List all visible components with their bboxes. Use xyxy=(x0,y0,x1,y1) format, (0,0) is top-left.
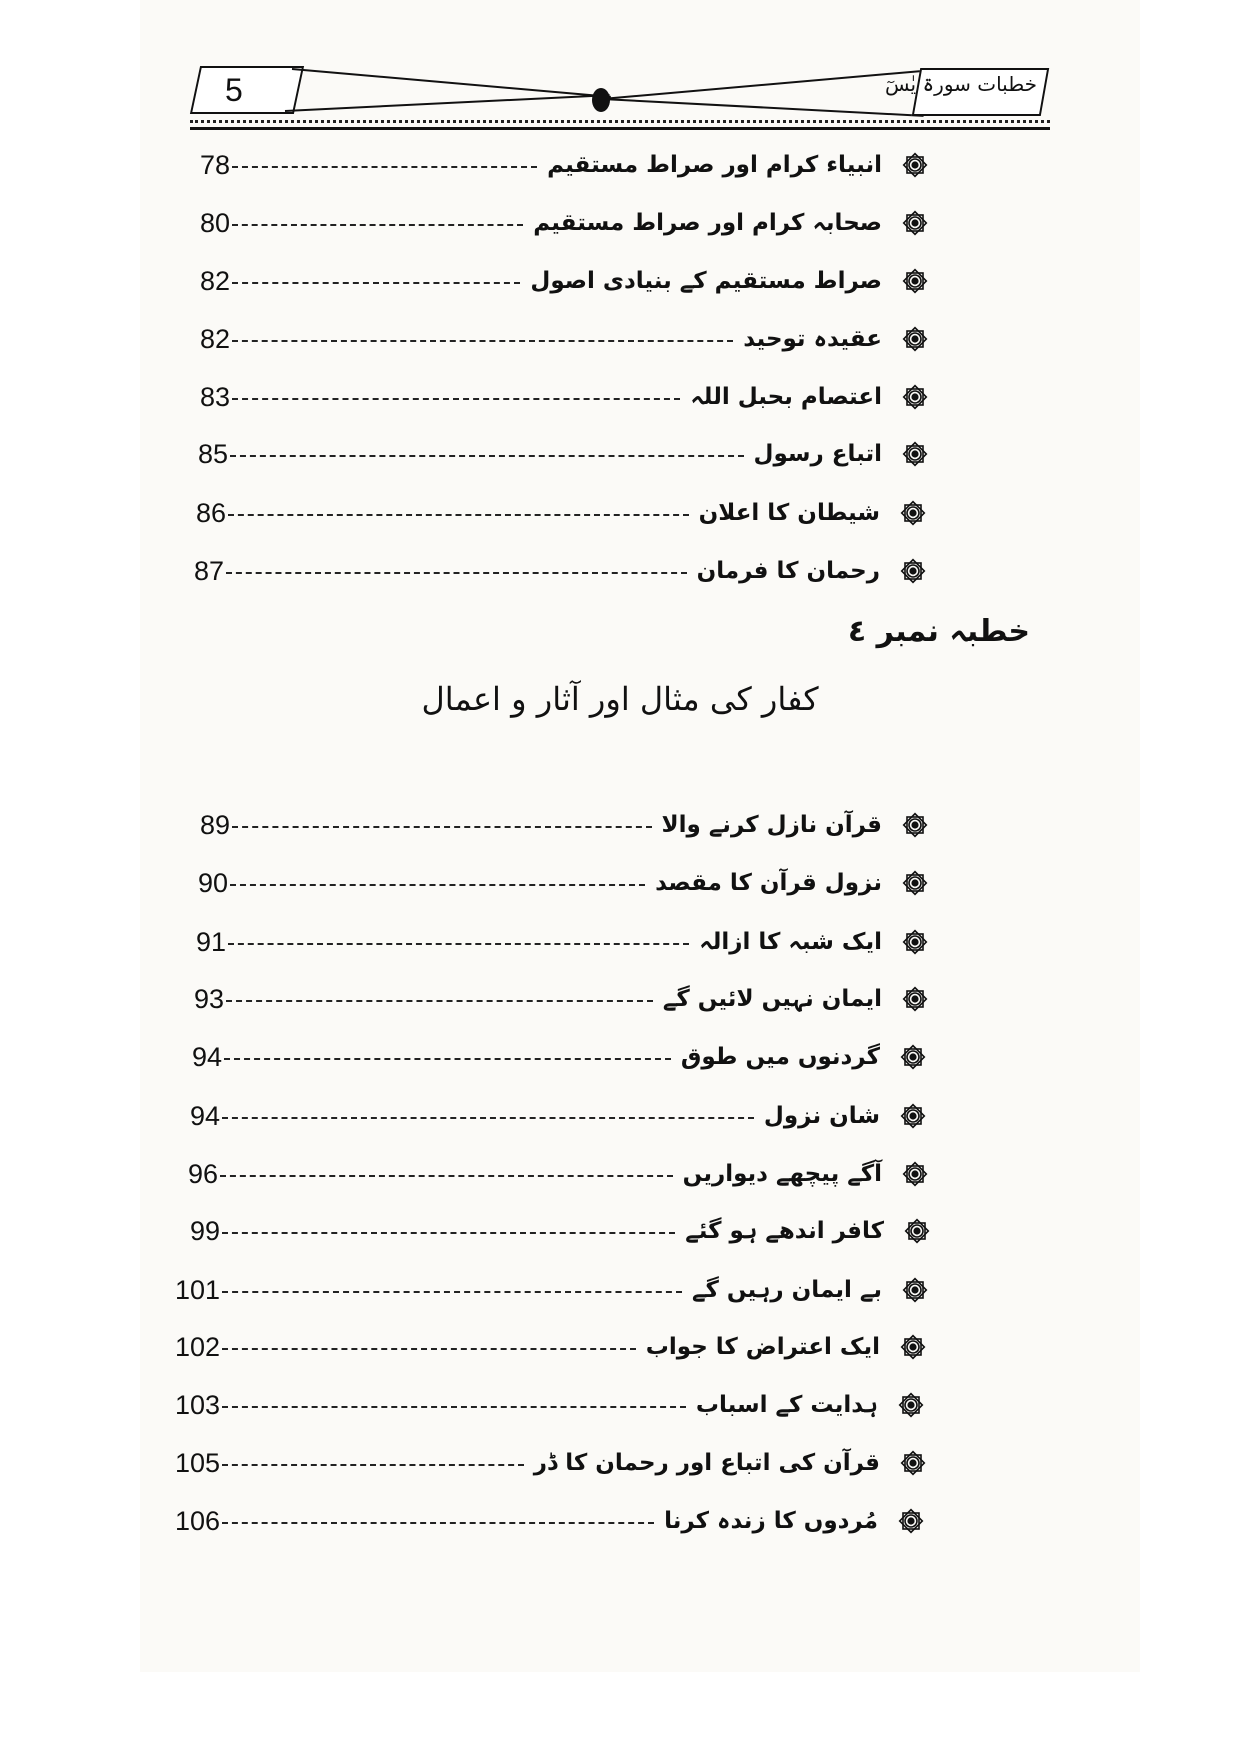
book-title: خطبات سورۃ یٰسٓ xyxy=(885,72,1037,96)
dot-leader xyxy=(228,943,689,945)
toc-entry[interactable] xyxy=(160,1438,928,1488)
toc-entry[interactable] xyxy=(160,1091,928,1141)
toc-entry[interactable] xyxy=(170,314,930,364)
toc-page-number: 103 xyxy=(174,1389,220,1420)
toc-title: صحابہ کرام اور صراط مستقیم xyxy=(533,210,882,236)
star-rosette-bullet-icon xyxy=(900,1159,930,1189)
star-rosette-bullet-icon xyxy=(900,984,930,1014)
toc-entry[interactable] xyxy=(160,1322,928,1372)
khutba-heading: خطبہ نمبر ٤ xyxy=(847,614,1030,649)
toc-title: رحمان کا فرمان xyxy=(696,558,880,584)
dot-leader xyxy=(232,282,520,284)
star-rosette-bullet-icon xyxy=(898,1101,928,1131)
toc-page-number: 85 xyxy=(197,438,228,469)
header-dotted-rule xyxy=(190,120,1050,123)
toc-title: نزول قرآن کا مقصد xyxy=(655,870,882,896)
toc-title: شان نزول xyxy=(763,1103,880,1129)
dot-leader xyxy=(230,884,645,886)
page-number-frame xyxy=(190,66,304,114)
star-rosette-bullet-icon xyxy=(898,498,928,528)
toc-title: عقیدہ توحید xyxy=(743,326,882,352)
toc-title: آگے پیچھے دیواریں xyxy=(682,1161,882,1187)
dot-leader xyxy=(222,1522,654,1524)
toc-title: قرآن کی اتباع اور رحمان کا ڈر xyxy=(533,1450,880,1476)
toc-page-number: 78 xyxy=(199,149,230,180)
dot-leader xyxy=(222,1291,682,1293)
toc-title: قرآن نازل کرنے والا xyxy=(661,812,882,838)
header-center-dot-icon xyxy=(592,88,610,112)
dot-leader xyxy=(230,455,744,457)
star-rosette-bullet-icon xyxy=(902,1216,932,1246)
toc-page-number: 101 xyxy=(174,1274,220,1305)
toc-entry[interactable] xyxy=(160,1265,930,1315)
dot-leader xyxy=(232,826,652,828)
toc-page-number: 82 xyxy=(199,323,230,354)
page-header xyxy=(190,58,1045,138)
toc-title: گردنوں میں طوق xyxy=(680,1044,880,1070)
star-rosette-bullet-icon xyxy=(900,324,930,354)
star-rosette-bullet-icon xyxy=(900,439,930,469)
toc-entry[interactable] xyxy=(158,1149,930,1199)
toc-page-number: 105 xyxy=(174,1447,220,1478)
toc-title: بے ایمان رہیں گے xyxy=(692,1277,882,1303)
dot-leader xyxy=(220,1175,673,1177)
dot-leader xyxy=(222,1406,686,1408)
dot-leader xyxy=(232,340,733,342)
toc-page-number: 106 xyxy=(174,1505,220,1536)
toc-page-number: 99 xyxy=(189,1215,220,1246)
toc-entry[interactable] xyxy=(164,546,928,596)
toc-page-number: 96 xyxy=(187,1158,218,1189)
toc-title: صراط مستقیم کے بنیادی اصول xyxy=(530,268,882,294)
star-rosette-bullet-icon xyxy=(900,1275,930,1305)
header-line xyxy=(285,94,610,112)
star-rosette-bullet-icon xyxy=(900,382,930,412)
toc-entry[interactable] xyxy=(168,858,930,908)
dot-leader xyxy=(222,1117,754,1119)
toc-entry[interactable] xyxy=(164,974,930,1024)
toc-page-number: 90 xyxy=(197,867,228,898)
header-line xyxy=(602,70,921,100)
toc-page-number: 87 xyxy=(193,555,224,586)
dot-leader xyxy=(226,572,687,574)
header-line xyxy=(602,98,924,117)
toc-page-number: 80 xyxy=(199,207,230,238)
dot-leader xyxy=(222,1232,675,1234)
toc-title: ہدایت کے اسباب xyxy=(695,1392,878,1418)
star-rosette-bullet-icon xyxy=(900,868,930,898)
toc-entry[interactable] xyxy=(162,1032,928,1082)
star-rosette-bullet-icon xyxy=(900,150,930,180)
page-number: 5 xyxy=(225,72,243,108)
star-rosette-bullet-icon xyxy=(896,1506,926,1536)
toc-title: مُردوں کا زندہ کرنا xyxy=(664,1508,878,1534)
star-rosette-bullet-icon xyxy=(898,1042,928,1072)
toc-title: ایک شبہ کا ازالہ xyxy=(699,929,882,955)
star-rosette-bullet-icon xyxy=(898,1448,928,1478)
dot-leader xyxy=(222,1348,636,1350)
toc-page-number: 91 xyxy=(195,926,226,957)
dot-leader xyxy=(224,1058,671,1060)
toc-entry[interactable] xyxy=(170,198,930,248)
star-rosette-bullet-icon xyxy=(900,266,930,296)
toc-entry[interactable] xyxy=(166,488,928,538)
dot-leader xyxy=(228,514,689,516)
dot-leader xyxy=(232,224,523,226)
dot-leader xyxy=(226,1000,653,1002)
star-rosette-bullet-icon xyxy=(900,927,930,957)
dot-leader xyxy=(222,1464,524,1466)
header-line xyxy=(292,68,611,98)
toc-entry[interactable] xyxy=(166,917,930,967)
header-solid-rule xyxy=(190,127,1050,130)
toc-entry[interactable] xyxy=(168,429,930,479)
toc-title: ایمان نہیں لائیں گے xyxy=(662,986,882,1012)
toc-entry[interactable] xyxy=(160,1206,932,1256)
toc-page-number: 93 xyxy=(193,983,224,1014)
toc-entry[interactable] xyxy=(170,256,930,306)
toc-entry[interactable] xyxy=(160,1496,926,1546)
star-rosette-bullet-icon xyxy=(898,556,928,586)
toc-page-number: 89 xyxy=(199,809,230,840)
toc-title: کافر اندھے ہو گئے xyxy=(685,1218,884,1244)
star-rosette-bullet-icon xyxy=(900,208,930,238)
khutba-subtitle: کفار کی مثال اور آثار و اعمال xyxy=(421,680,819,718)
toc-title: اعتصام بحبل اللہ xyxy=(690,384,882,410)
toc-title: انبیاء کرام اور صراط مستقیم xyxy=(547,152,882,178)
toc-page-number: 102 xyxy=(174,1331,220,1362)
toc-title: ایک اعتراض کا جواب xyxy=(645,1334,880,1360)
toc-entry[interactable] xyxy=(160,1380,926,1430)
toc-page-number: 82 xyxy=(199,265,230,296)
star-rosette-bullet-icon xyxy=(900,810,930,840)
toc-title: اتباع رسول xyxy=(753,441,882,467)
toc-entry[interactable] xyxy=(170,800,930,850)
star-rosette-bullet-icon xyxy=(896,1390,926,1420)
toc-entry[interactable] xyxy=(170,372,930,422)
toc-entry[interactable] xyxy=(170,140,930,190)
dot-leader xyxy=(232,166,537,168)
toc-page-number: 94 xyxy=(189,1100,220,1131)
toc-page-number: 86 xyxy=(195,497,226,528)
star-rosette-bullet-icon xyxy=(898,1332,928,1362)
toc-page-number: 94 xyxy=(191,1041,222,1072)
toc-page-number: 83 xyxy=(199,381,230,412)
toc-title: شیطان کا اعلان xyxy=(698,500,880,526)
dot-leader xyxy=(232,398,680,400)
